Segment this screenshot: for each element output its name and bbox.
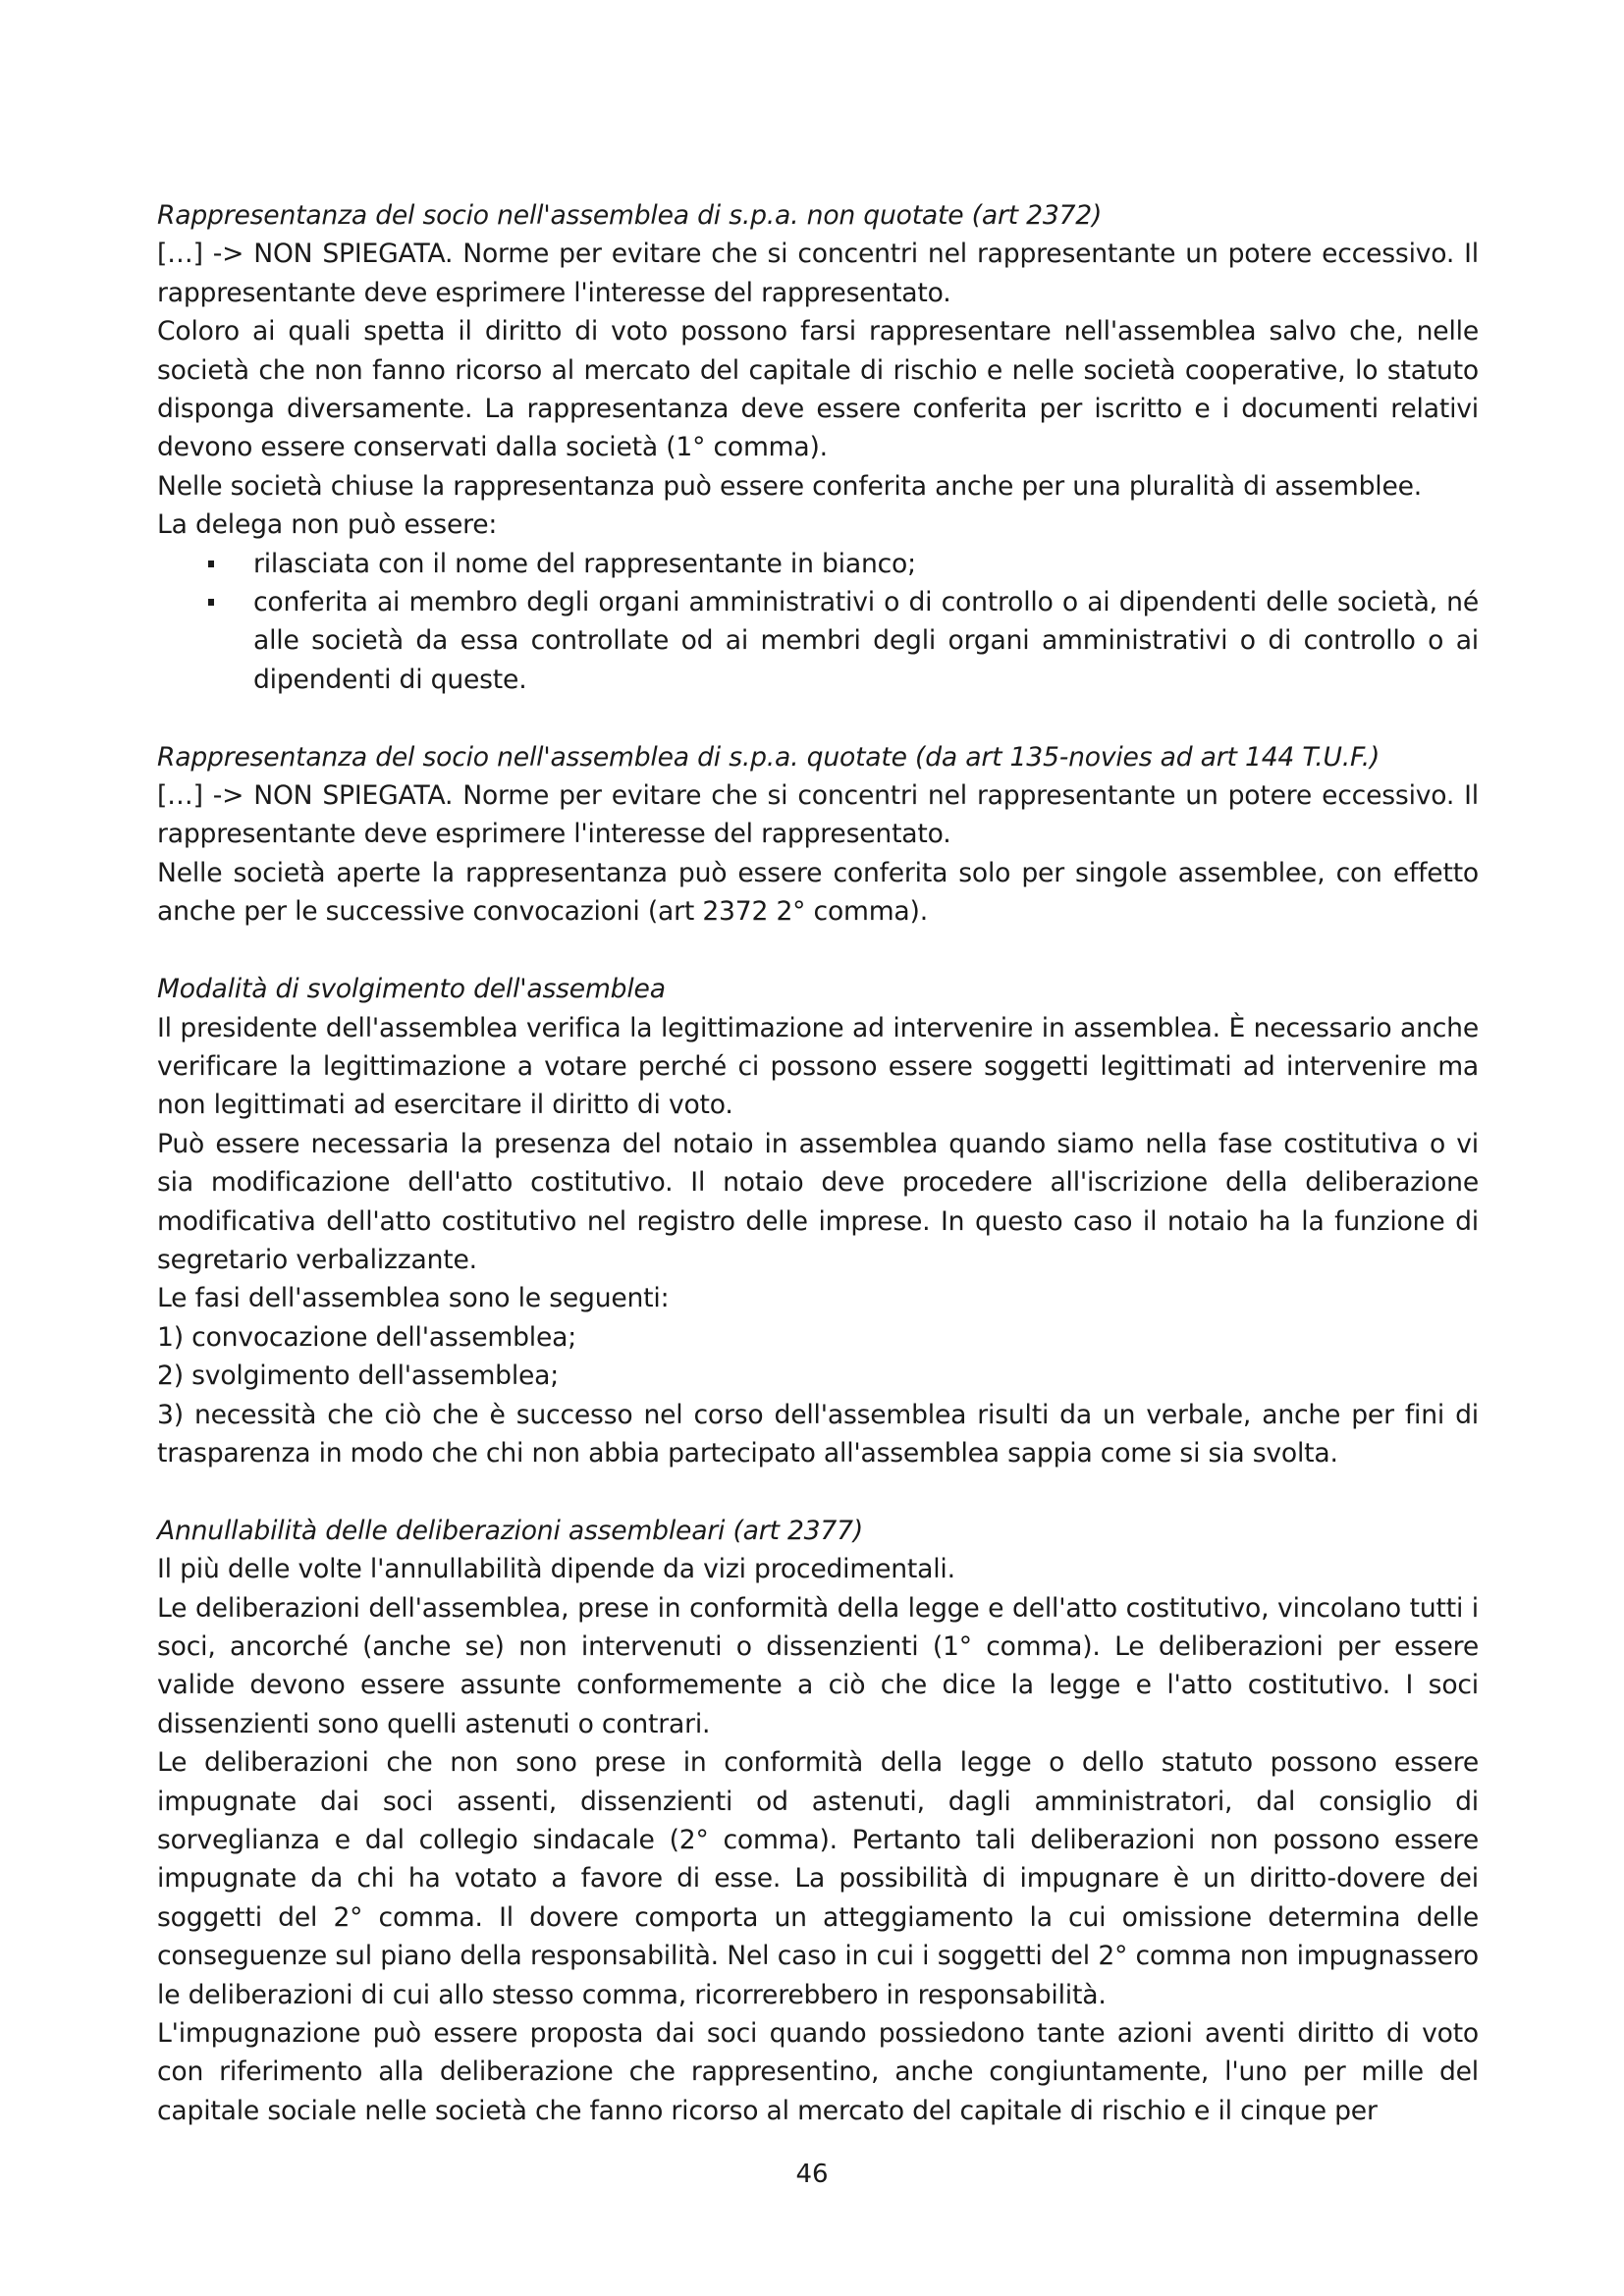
list-item-text: conferita ai membro degli organi amministrativi o di controllo o ai dipendenti delle società, né alle società da essa controllate od ai membri degli organi amministrativi o di controllo o ai dipendenti di queste. [253, 587, 1479, 695]
paragraph: Le deliberazioni che non sono prese in conformità della legge o dello statuto possono essere impugnate dai soci assenti, dissenzienti od astenuti, dagli amministratori, dal consiglio di sorveglianza e dal collegio sindacale (2° comma). Pertanto tali deliberazioni non possono essere impugnate da chi ha votato a favore di esse. La possibilità di impugnare è un diritto-dovere dei soggetti del 2° comma. Il dovere comporta un atteggiamento la cui omissione determina delle conseguenze sul piano della responsabilità. Nel caso in cui i soggetti del 2° comma non impugnassero le deliberazioni di cui allo stesso comma, ricorrerebbero in responsabilità. [157, 1747, 1479, 2010]
spacer [157, 699, 1479, 737]
section-heading: Rappresentanza del socio nell'assemblea di s.p.a. non quotate (art 2372) [157, 200, 1103, 231]
paragraph: L'impugnazione può essere proposta dai soci quando possiedono tante azioni aventi diritto di voto con riferimento alla deliberazione che rappresentino, anche congiuntamente, l'uno per mille del capitale sociale nelle società che fanno ricorso al mercato del capitale di rischio e il cinque per [157, 2018, 1479, 2126]
paragraph: La delega non può essere: [157, 509, 498, 541]
page-number: 46 [795, 2160, 829, 2189]
list-item-text: rilasciata con il nome del rappresentante in bianco; [253, 548, 916, 579]
paragraph: […] -> NON SPIEGATA. Norme per evitare che si concentri nel rappresentante un potere eccessivo. Il rappresentante deve esprimere l'interesse del rappresentato. [157, 780, 1479, 850]
paragraph: Il più delle volte l'annullabilità dipende da vizi procedimentali. [157, 1554, 955, 1585]
list-item [157, 545, 1479, 583]
list-item [157, 583, 1479, 699]
paragraph: Le fasi dell'assemblea sono le seguenti: [157, 1283, 670, 1314]
paragraph: Può essere necessaria la presenza del notaio in assemblea quando siamo nella fase costitutiva o vi sia modificazione dell'atto costitutivo. Il notaio deve procedere all'iscrizione della deliberazione modificativa dell'atto costitutivo nel registro delle imprese. In questo caso il notaio ha la funzione di segretario verbalizzante. [157, 1128, 1479, 1275]
square-bullet-icon [208, 561, 214, 567]
section-heading: Rappresentanza del socio nell'assemblea di s.p.a. quotate (da art 135-novies ad art 144 T.U.F.) [157, 741, 1380, 773]
section-heading: Modalità di svolgimento dell'assemblea [157, 974, 666, 1005]
paragraph: Coloro ai quali spetta il diritto di voto possono farsi rappresentare nell'assemblea salvo che, nelle società che non fanno ricorso al mercato del capitale di rischio e nelle società cooperative, lo statuto disponga diversamente. La rappresentanza deve essere conferita per iscritto e i documenti relativi devono essere conservati dalla società (1° comma). [157, 316, 1479, 463]
spacer [157, 932, 1479, 970]
section-heading: Annullabilità delle deliberazioni assembleari (art 2377) [157, 1515, 864, 1546]
document-page [157, 196, 1479, 2130]
paragraph: Nelle società chiuse la rappresentanza può essere conferita anche per una pluralità di assemblee. [157, 470, 1423, 502]
paragraph: Nelle società aperte la rappresentanza può essere conferita solo per singole assemblee, con effetto anche per le successive convocazioni (art 2372 2° comma). [157, 857, 1479, 928]
paragraph: […] -> NON SPIEGATA. Norme per evitare che si concentri nel rappresentante un potere eccessivo. Il rappresentante deve esprimere l'interesse del rappresentato. [157, 239, 1479, 308]
section-rappresentanza-quotate [157, 738, 1479, 932]
bullet-list [157, 545, 1479, 700]
paragraph: Il presidente dell'assemblea verifica la legittimazione ad intervenire in assemblea. È necessario anche verificare la legittimazione a votare perché ci possono essere soggetti legittimati ad intervenire ma non legittimati ad esercitare il diritto di voto. [157, 1012, 1479, 1121]
paragraph: Le deliberazioni dell'assemblea, prese in conformità della legge e dell'atto costitutivo, vincolano tutti i soci, ancorché (anche se) non intervenuti o dissenzienti (1° comma). Le deliberazioni per essere valide devono essere assunte conformemente a ciò che dice la legge e l'atto costitutivo. I soci dissenzienti sono quelli astenuti o contrari. [157, 1592, 1479, 1739]
section-rappresentanza-non-quotate [157, 196, 1479, 699]
numbered-item: 3) necessità che ciò che è successo nel corso dell'assemblea risulti da un verbale, anche per fini di trasparenza in modo che chi non abbia partecipato all'assemblea sappia come si sia svolta. [157, 1399, 1479, 1468]
square-bullet-icon [208, 599, 214, 606]
spacer [157, 1472, 1479, 1511]
section-annullabilita [157, 1512, 1479, 2131]
numbered-item: 2) svolgimento dell'assemblea; [157, 1361, 560, 1392]
numbered-item: 1) convocazione dell'assemblea; [157, 1321, 577, 1353]
section-modalita-svolgimento [157, 970, 1479, 1472]
